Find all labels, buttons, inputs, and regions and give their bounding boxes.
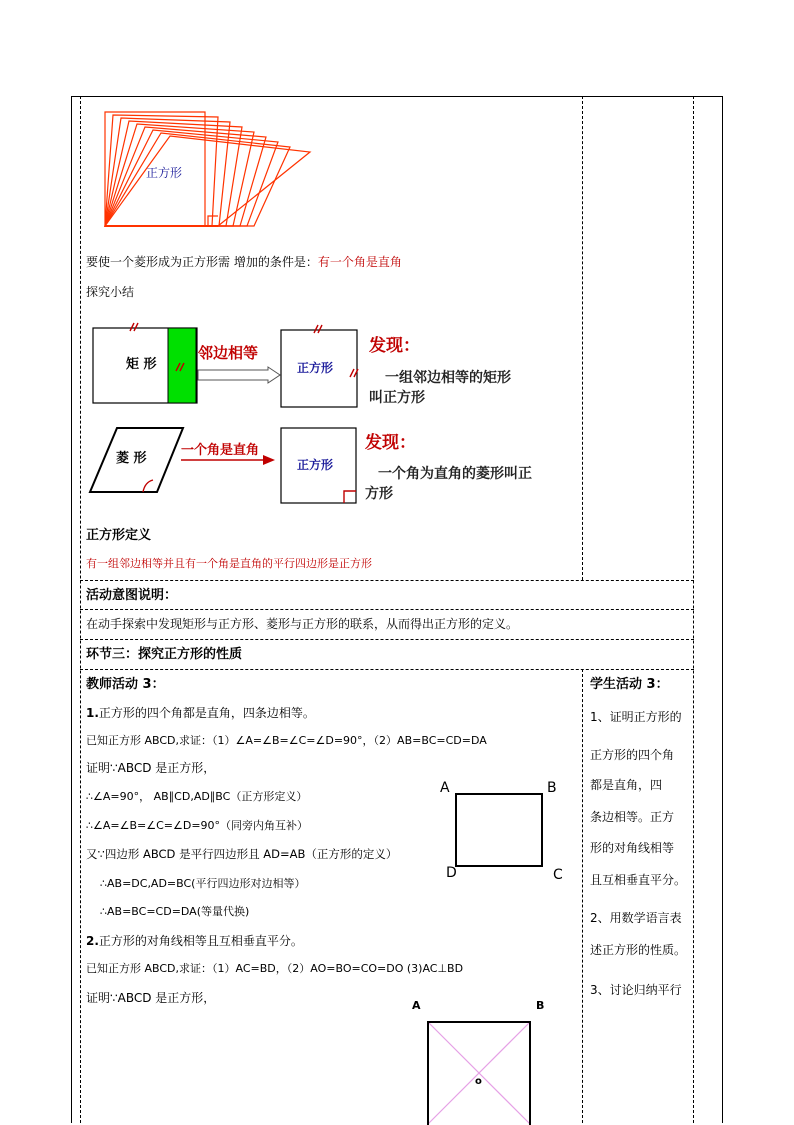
find1-line1: 一组邻边相等的矩形	[385, 370, 511, 386]
row-divider-3	[80, 639, 694, 640]
square-fan-figure	[100, 108, 315, 230]
square-abcd-figure	[455, 793, 543, 867]
student-line-1: 1、证明正方形的	[590, 710, 682, 724]
property1-step1: ∴∠A=90°， AB∥CD,AD∥BC（正方形定义）	[86, 790, 308, 803]
square-label-1: 正方形	[297, 361, 334, 375]
student-line-2: 正方形的四个角	[590, 748, 675, 762]
fig-label-a: A	[440, 780, 450, 796]
fig-label-c: C	[553, 867, 563, 883]
fig2-label-o: o	[475, 1076, 482, 1087]
table-top-border	[71, 96, 723, 97]
student-line-8: 述正方形的性质。	[590, 943, 687, 957]
property1-text: 正方形的四个角都是直角，四条边相等。	[98, 706, 315, 720]
table-right-outer-border	[722, 96, 723, 1123]
find2-line1: 一个角为直角的菱形叫正	[378, 466, 532, 482]
rhombus-label: 菱 形	[116, 451, 147, 466]
property1-num: 1.	[86, 706, 99, 720]
find1-line2: 叫正方形	[369, 390, 425, 406]
property2-text: 正方形的对角线相等且互相垂直平分。	[98, 934, 303, 948]
square-diagonals-figure	[426, 1020, 532, 1125]
condition-answer: 有一个角是直角	[317, 255, 402, 269]
teacher-title: 教师活动 3：	[86, 677, 165, 692]
square-label-2: 正方形	[297, 458, 334, 472]
property1-step3: 又∵四边形 ABCD 是平行四边形且 AD=AB（正方形的定义）	[86, 847, 398, 861]
property2-proof: 证明∵ABCD 是正方形，	[86, 991, 216, 1005]
find2-title: 发现：	[365, 433, 416, 453]
arrow2-label: 一个角是直角	[181, 443, 260, 458]
condition-sentence	[86, 255, 402, 269]
property1-step2: ∴∠A=∠B=∠C=∠D=90°（同旁内角互补）	[86, 819, 309, 832]
property1	[86, 706, 315, 720]
arrow1-label: 邻边相等	[198, 344, 259, 362]
student-line-9: 3、讨论归纳平行	[590, 983, 682, 997]
property2	[86, 934, 303, 948]
fig-label-d: D	[446, 865, 457, 881]
property2-num: 2.	[86, 934, 99, 948]
column-divider-bottom	[582, 669, 583, 1123]
intent-title: 活动意图说明：	[86, 588, 178, 603]
definition-title: 正方形定义	[86, 528, 152, 543]
table-left-outer-border	[71, 96, 72, 1123]
row-divider-2	[80, 609, 694, 610]
fig2-label-b: B	[536, 999, 545, 1012]
student-line-7: 2、用数学语言表	[590, 911, 682, 925]
summary-title: 探究小结	[86, 285, 135, 299]
property1-step5: ∴AB=BC=CD=DA(等量代换)	[100, 905, 250, 918]
find2-line2: 方形	[365, 486, 393, 502]
student-title: 学生活动 3：	[590, 677, 669, 692]
fig-label-b: B	[547, 780, 557, 796]
find1-title: 发现：	[369, 336, 420, 356]
row-divider-1	[80, 580, 694, 581]
student-line-6: 且互相垂直平分。	[590, 873, 687, 887]
column-divider-top	[582, 96, 583, 580]
row-divider-4	[80, 669, 694, 670]
property1-proof: 证明∵ABCD 是正方形，	[86, 761, 216, 775]
figure1-label: 正方形	[146, 166, 183, 180]
rect-label: 矩 形	[126, 357, 157, 372]
property1-step4: ∴AB=DC,AD=BC(平行四边形对边相等）	[100, 877, 306, 890]
student-line-3: 都是直角，四	[590, 778, 663, 792]
student-line-5: 形的对角线相等	[590, 841, 675, 855]
definition-text: 有一组邻边相等并且有一个角是直角的平行四边形是正方形	[86, 557, 372, 570]
fig2-label-a: A	[412, 999, 421, 1012]
student-line-4: 条边相等。正方	[590, 810, 675, 824]
section3-title: 环节三：探究正方形的性质	[86, 647, 243, 662]
property1-given: 已知正方形 ABCD,求证：（1）∠A=∠B=∠C=∠D=90°，（2）AB=BC=CD=DA	[86, 734, 487, 747]
property2-given: 已知正方形 ABCD,求证：（1）AC=BD，（2）AO=BO=CO=DO (3)AC⊥BD	[86, 962, 464, 975]
condition-prefix: 要使一个菱形成为正方形需 增加的条件是：	[86, 255, 318, 269]
intent-text: 在动手探索中发现矩形与正方形、菱形与正方形的联系，从而得出正方形的定义。	[86, 617, 519, 631]
